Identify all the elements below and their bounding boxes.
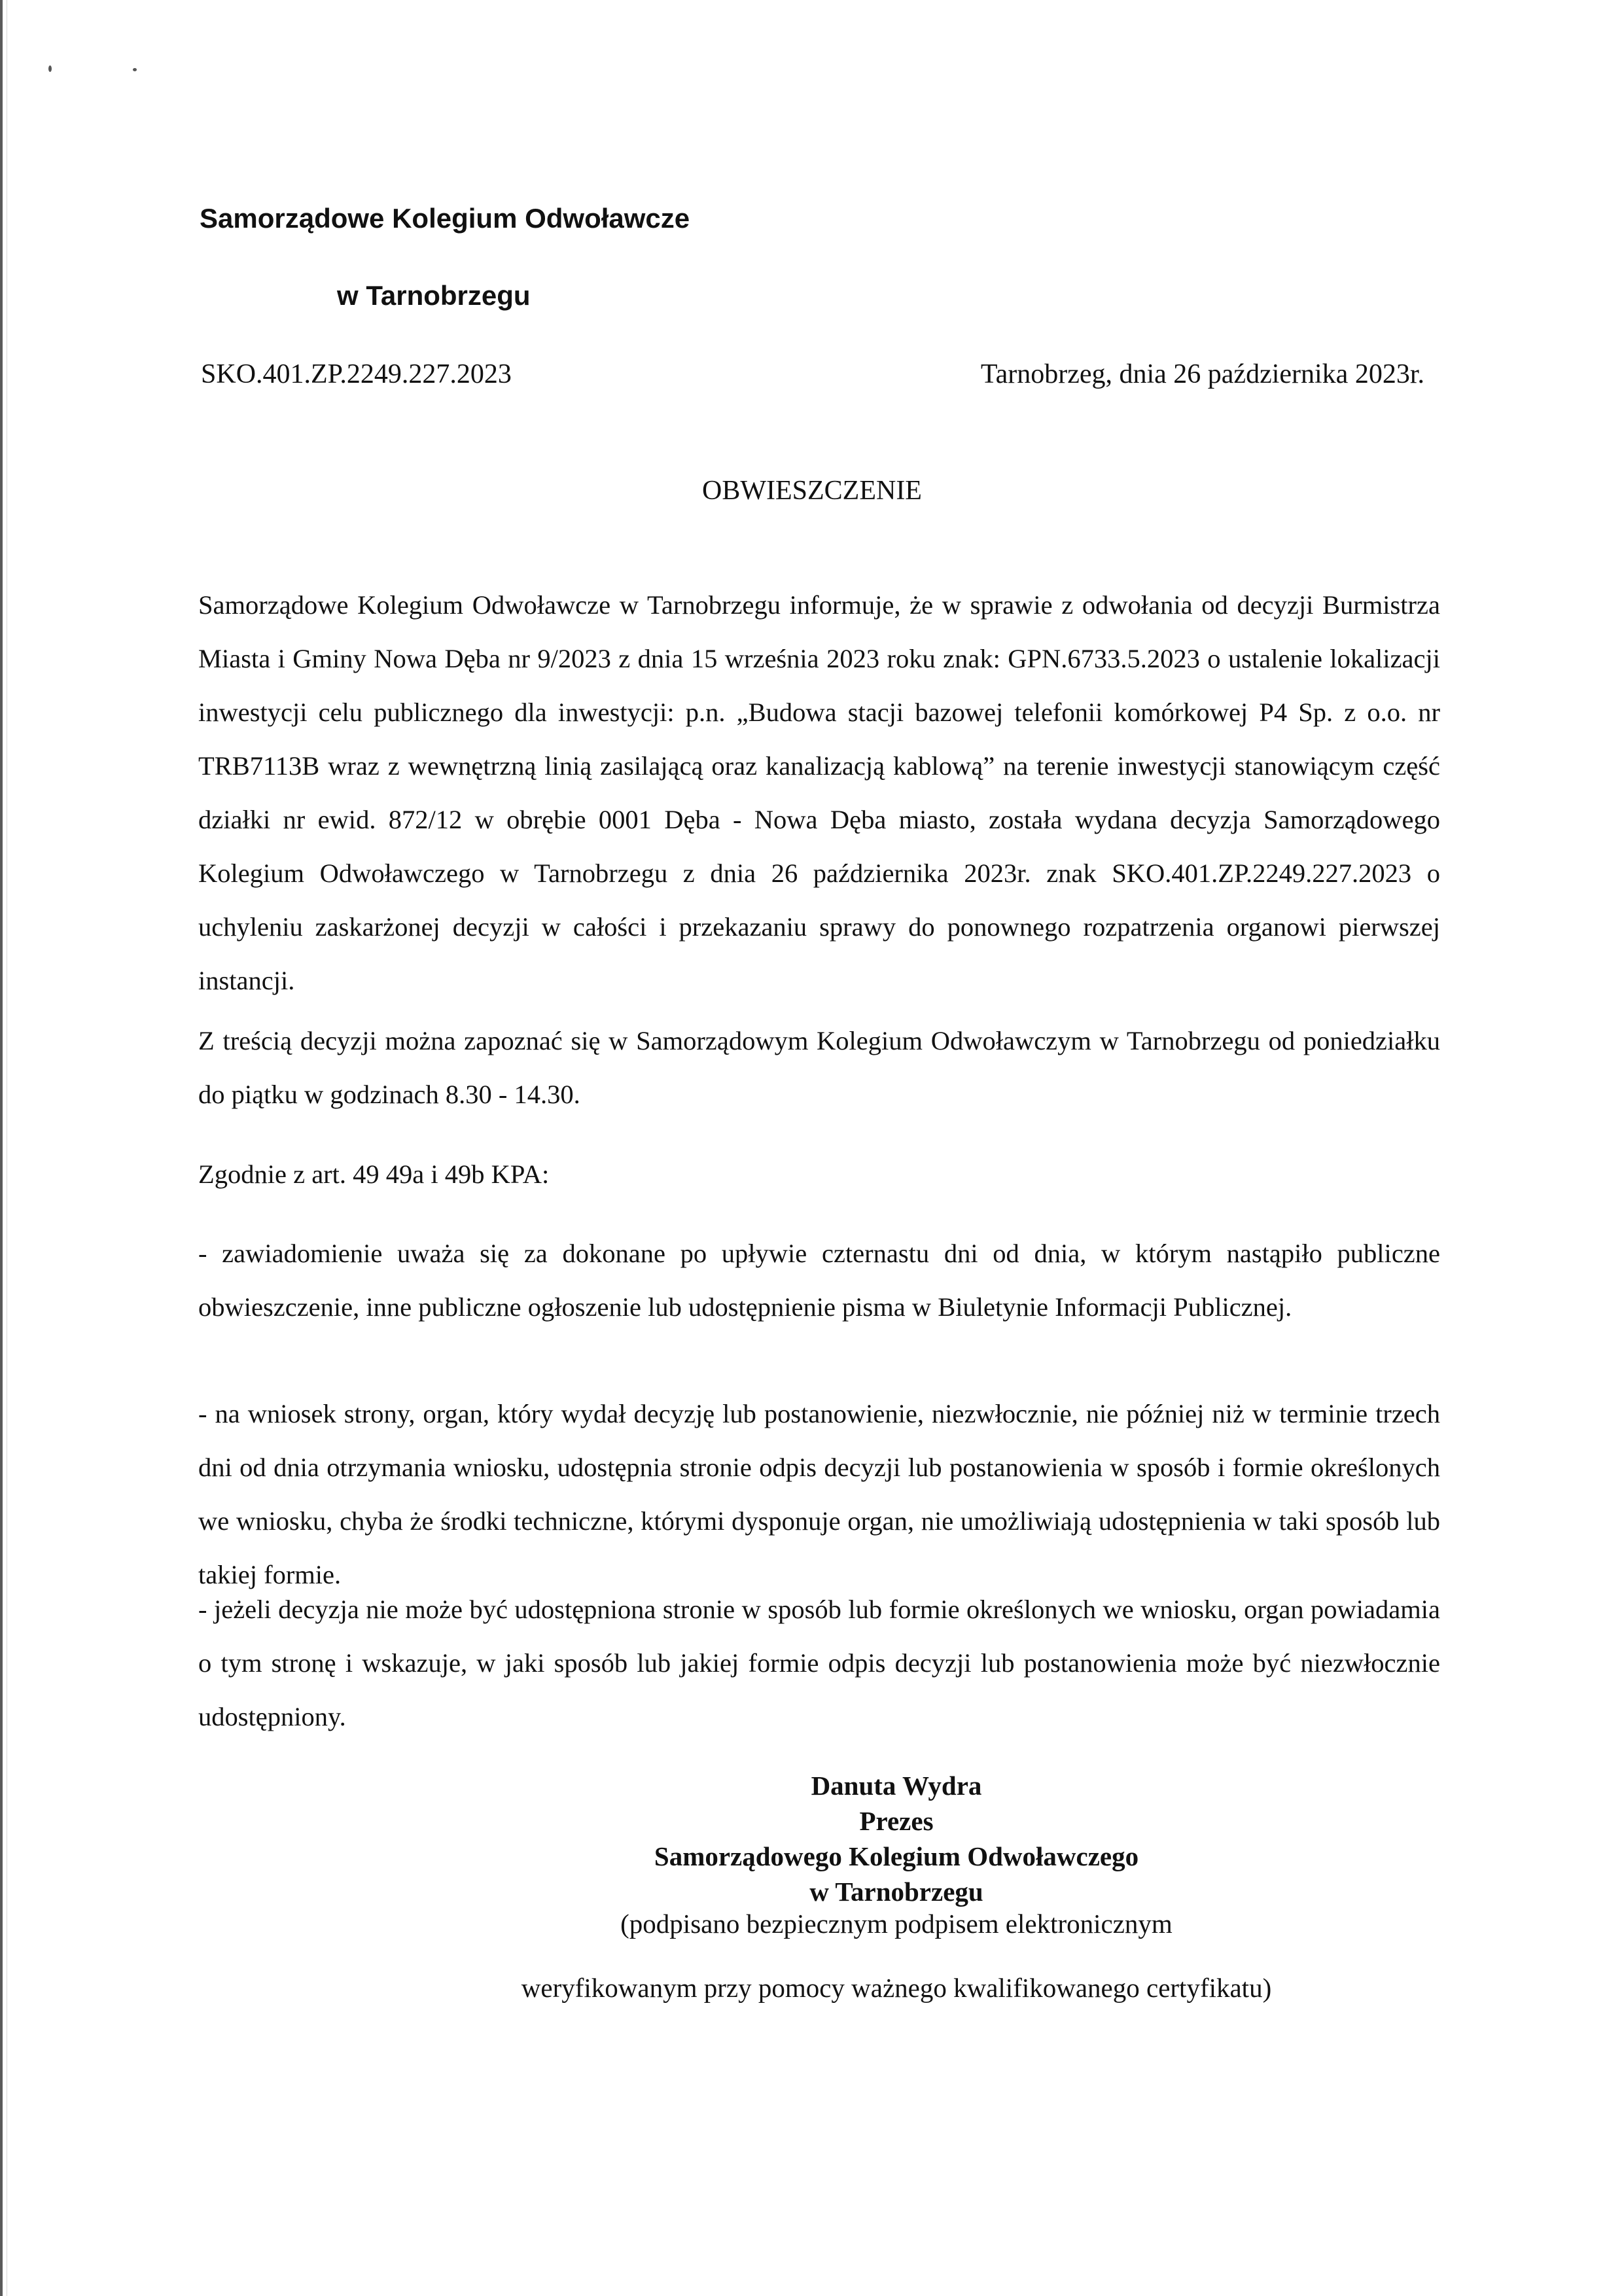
place-date: Tarnobrzeg, dnia 26 października 2023r. [980,359,1424,389]
legal-provision-item: - jeżeli decyzja nie może być udostępniona stronie w sposób lub formie określonych we wniosku, organ powiadamia o tym stronę i wskazuje, w jaki sposób lub jakiej formie odpis decyzji lub postanowienia może być niezwłocznie udostępniony. [198,1595,1440,1731]
signatory-position: Prezes [859,1806,934,1836]
body-paragraph-legal-basis: Zgodnie z art. 49 49a i 49b KPA: [198,1159,550,1189]
signatory-name: Danuta Wydra [811,1771,982,1801]
institution-name: Samorządowe Kolegium Odwoławcze [200,203,690,234]
body-paragraph-access-info: Z treścią decyzji można zapoznać się w Samorządowym Kolegium Odwoławczym w Tarnobrzegu od poniedziałku do piątku w godzinach 8.30 - 14.30. [198,1026,1440,1109]
case-number: SKO.401.ZP.2249.227.2023 [201,359,512,389]
scan-speck [133,68,137,71]
document-title: OBWIESZCZENIE [702,476,922,506]
scan-speck [48,65,52,72]
institution-location: w Tarnobrzegu [337,280,531,311]
signatory-organ-location: w Tarnobrzegu [809,1877,983,1907]
signature-block [582,1768,1210,1909]
legal-provision-item: - zawiadomienie uważa się za dokonane po upływie czternastu dni od dnia, w którym nastąpiło publiczne obwieszczenie, inne publiczne ogłoszenie lub udostępnienie pisma w Biuletynie Informacji Publicznej. [198,1239,1440,1322]
e-signature-note: weryfikowanym przy pomocy ważnego kwalifikowanego certyfikatu) [521,1973,1272,2003]
scan-page-edge [0,0,3,2296]
e-signature-note: (podpisano bezpiecznym podpisem elektronicznym [620,1909,1173,1939]
legal-provision-item: - na wniosek strony, organ, który wydał decyzję lub postanowienie, niezwłocznie, nie później niż w terminie trzech dni od dnia otrzymania wniosku, udostępnia stronie odpis decyzji lub postanowienia w sposób i formie określonych we wniosku, chyba że środki techniczne, którymi dysponuje organ, nie umożliwiają udostępnienia w taki sposób lub takiej formie. [198,1399,1440,1589]
signatory-organ: Samorządowego Kolegium Odwoławczego [654,1841,1139,1871]
body-paragraph-announcement: Samorządowe Kolegium Odwoławcze w Tarnobrzegu informuje, że w sprawie z odwołania od decyzji Burmistrza Miasta i Gminy Nowa Dęba nr 9/2023 z dnia 15 września 2023 roku znak: GPN.6733.5.2023 o ustalenie lokalizacji inwestycji celu publicznego dla inwestycji: p.n. „Budowa stacji bazowej telefonii komórkowej P4 Sp. z o.o. nr TRB7113B wraz z wewnętrzną linią zasilającą oraz kanalizacją kablową” na terenie inwestycji stanowiącym część działki nr ewid. 872/12 w obrębie 0001 Dęba - Nowa Dęba miasto, została wydana decyzja Samorządowego Kolegium Odwoławczego w Tarnobrzegu z dnia 26 października 2023r. znak SKO.401.ZP.2249.227.2023 o uchyleniu zaskarżonej decyzji w całości i przekazaniu sprawy do ponownego rozpatrzenia organowi pierwszej instancji. [198,590,1440,995]
